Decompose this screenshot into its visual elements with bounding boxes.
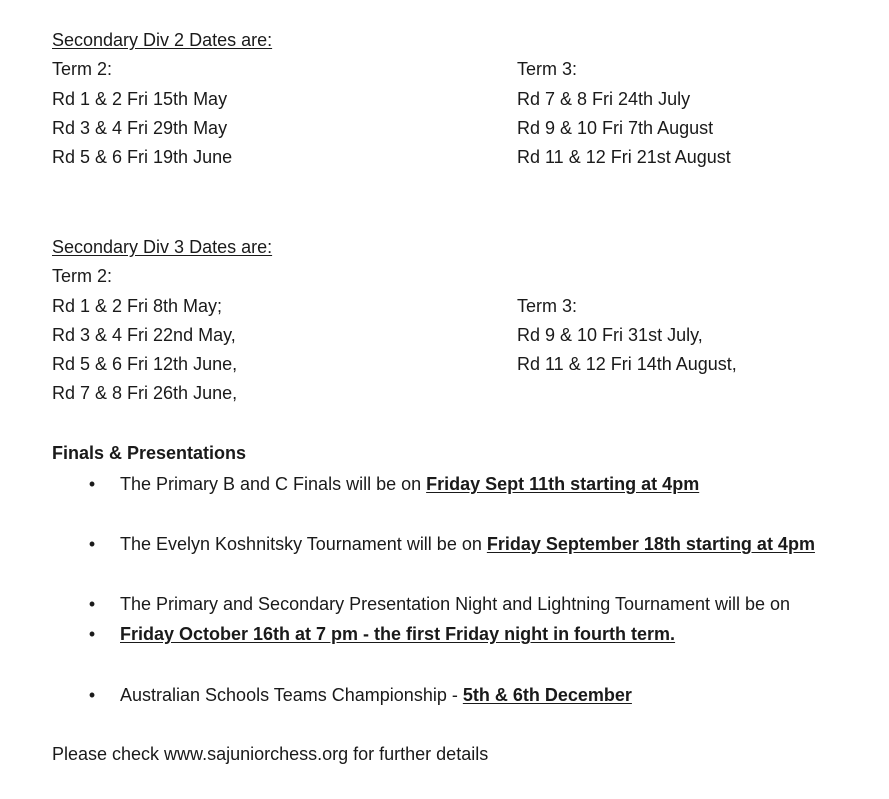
div3-term2-round-2: Rd 3 & 4 Fri 22nd May,: [52, 325, 236, 345]
div3-term3-label: Term 3:: [517, 296, 578, 316]
div2-term2-round-2: Rd 3 & 4 Fri 29th May: [52, 118, 228, 138]
div3-heading: Secondary Div 3 Dates are:: [52, 237, 273, 257]
div2-heading: Secondary Div 2 Dates are:: [52, 30, 273, 50]
div2-term2-round-1: Rd 1 & 2 Fri 15th May: [52, 89, 228, 109]
finals-item-3: [120, 593, 790, 615]
div2-term3-round-1: Rd 7 & 8 Fri 24th July: [517, 89, 691, 109]
finals-item-1-text: The Primary B and C Finals will be on: [120, 474, 427, 494]
div3-term3-round-2: Rd 11 & 12 Fri 14th August,: [517, 354, 737, 374]
div2-term3-round-2: Rd 9 & 10 Fri 7th August: [517, 118, 714, 138]
bullet-icon: •: [88, 685, 96, 705]
finals-item-2: [120, 533, 815, 555]
finals-item-4: [120, 623, 675, 645]
div2-term3-label: Term 3:: [517, 59, 578, 79]
finals-item-4-emph: Friday October 16th at 7 pm - the first Friday night in fourth term.: [120, 624, 676, 644]
bullet-icon: •: [88, 624, 96, 644]
finals-item-3-text: The Primary and Secondary Presentation Night and Lightning Tournament will be on: [120, 594, 791, 614]
div3-term3-round-1: Rd 9 & 10 Fri 31st July,: [517, 325, 703, 345]
bullet-icon: •: [88, 594, 96, 614]
finals-item-5-emph: 5th & 6th December: [462, 685, 632, 705]
div3-term2-label: Term 2:: [52, 266, 113, 286]
div2-term3-round-3: Rd 11 & 12 Fri 21st August: [517, 147, 731, 167]
finals-item-5: [120, 684, 632, 706]
bullet-icon: •: [88, 474, 96, 494]
div3-term2-round-4: Rd 7 & 8 Fri 26th June,: [52, 383, 238, 403]
finals-item-5-text: Australian Schools Teams Championship -: [120, 685, 463, 705]
div2-term2-label: Term 2:: [52, 59, 113, 79]
finals-item-1: [120, 473, 699, 495]
bullet-icon: •: [88, 534, 96, 554]
finals-item-2-text: The Evelyn Koshnitsky Tournament will be on: [120, 534, 487, 554]
div3-term2-round-1: Rd 1 & 2 Fri 8th May;: [52, 296, 223, 316]
div3-term2-round-3: Rd 5 & 6 Fri 12th June,: [52, 354, 238, 374]
finals-heading: Finals & Presentations: [52, 443, 247, 463]
finals-item-2-emph: Friday September 18th starting at 4pm: [486, 534, 815, 554]
finals-item-1-emph: Friday Sept 11th starting at 4pm: [426, 474, 700, 494]
footer-note: Please check www.sajuniorchess.org for further details: [52, 744, 489, 764]
div2-term2-round-3: Rd 5 & 6 Fri 19th June: [52, 147, 233, 167]
